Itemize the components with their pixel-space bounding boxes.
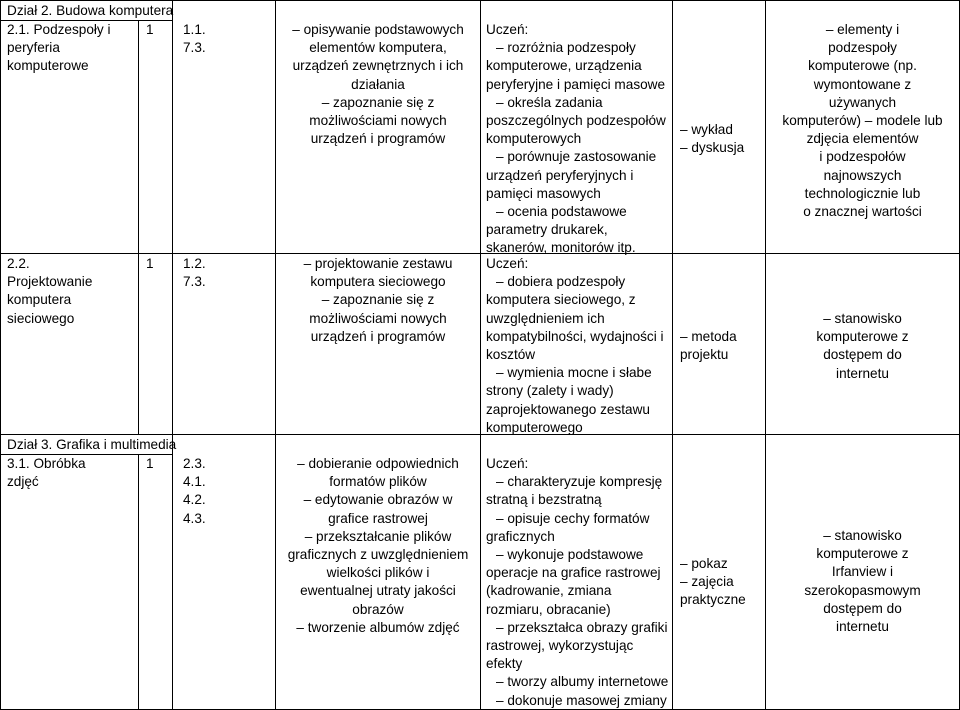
outcomes-line: – opisuje cechy formatów <box>496 510 650 526</box>
topic-line: 2.1. Podzespoły i <box>7 22 111 37</box>
resources-line: używanych <box>828 94 897 110</box>
outcomes-line: zaprojektowanego zestawu <box>486 401 650 417</box>
outcomes-line: rozmiaru, obracanie) <box>486 601 611 617</box>
methods-line: – dyskusja <box>680 140 745 156</box>
content-line: – zapoznanie się z <box>321 94 435 110</box>
methods-line: – wykład <box>680 122 733 137</box>
outcomes-line: graficznych <box>486 528 555 544</box>
outcomes-line: (kadrowanie, zmiana <box>486 583 612 599</box>
content-line: – projektowanie zestawu <box>303 256 453 271</box>
standard-ref: 4.2. <box>183 492 206 508</box>
content-line: grafice rastrowej <box>328 510 428 526</box>
methods-line: praktyczne <box>680 592 746 608</box>
topic-line: komputera <box>7 292 72 308</box>
resources-line: o znacznej wartości <box>803 204 922 220</box>
content-cell <box>276 255 480 346</box>
standard-ref: 4.1. <box>183 474 206 490</box>
methods-cell <box>680 121 744 157</box>
topic-cell <box>7 21 135 76</box>
outcomes-line: efekty <box>486 656 523 672</box>
outcomes-line: stratną i bezstratną <box>486 492 602 508</box>
outcomes-line: parametry drukarek, <box>486 222 608 238</box>
topic-cell <box>7 255 135 328</box>
rule-col2 <box>172 0 173 710</box>
resources-line: – stanowisko <box>823 311 902 326</box>
methods-line: – metoda <box>680 329 737 344</box>
content-line: urządzeń i programów <box>310 328 446 344</box>
topic-line: zdjęć <box>7 474 39 490</box>
content-line: – edytowanie obrazów w <box>303 492 453 508</box>
outcomes-cell <box>486 255 672 437</box>
standard-ref: 4.3. <box>183 510 206 526</box>
resources-line: komputerowe z <box>816 546 909 562</box>
outcomes-line: – dokonuje masowej zmiany <box>496 692 667 708</box>
content-line: – przekształcanie plików <box>304 528 452 544</box>
rule-col5 <box>672 0 673 710</box>
methods-line: projektu <box>680 347 729 363</box>
content-line: urządzeń i programów <box>310 131 446 147</box>
standards-cell <box>183 455 206 528</box>
rule-col1b <box>138 454 139 710</box>
outcomes-line: peryferyjne i pamięci masowe <box>486 76 666 92</box>
hours-cell: 1 <box>146 456 154 471</box>
resources-line: i podzespołów <box>819 149 906 165</box>
outcomes-line: – charakteryzuje kompresję <box>496 474 663 490</box>
outcomes-line: – przekształca obrazy grafiki <box>496 619 668 635</box>
topic-line: peryferia <box>7 40 60 56</box>
outcomes-line: Uczeń: <box>486 22 529 37</box>
resources-line: – stanowisko <box>823 528 902 543</box>
outcomes-line: – porównuje zastosowanie <box>496 149 657 165</box>
outcomes-line: – tworzy albumy internetowe <box>496 674 669 690</box>
outcomes-line: – dobiera podzespoły <box>496 274 626 290</box>
outcomes-line: – rozróżnia podzespoły <box>496 40 636 56</box>
outcomes-line: kompatybilności, wydajności i <box>486 328 664 344</box>
standards-cell <box>183 21 206 57</box>
outcomes-line: Uczeń: <box>486 256 529 271</box>
methods-line: – zajęcia <box>680 574 734 590</box>
outcomes-line: operacje na grafice rastrowej <box>486 565 661 581</box>
outcomes-line: komputerowego <box>486 419 583 435</box>
outcomes-line: – określa zadania <box>496 94 603 110</box>
topic-line: komputerowe <box>7 58 89 74</box>
hours-cell: 1 <box>146 22 154 37</box>
resources-line: – elementy i <box>825 22 900 37</box>
content-line: możliwościami nowych <box>309 113 447 129</box>
resources-line: internetu <box>836 365 889 381</box>
topic-line: 2.2. <box>7 256 30 271</box>
standard-ref: 2.3. <box>183 456 206 471</box>
outcomes-line: – ocenia podstawowe <box>496 204 627 220</box>
rule-left <box>0 0 1 710</box>
content-line: komputera sieciowego <box>310 274 446 290</box>
content-line: – opisywanie podstawowych <box>292 22 464 37</box>
standard-ref: 7.3. <box>183 274 206 290</box>
outcomes-line: skanerów, monitorów itp. <box>486 240 636 256</box>
standards-cell <box>183 255 206 291</box>
resources-cell <box>766 21 959 221</box>
outcomes-line: – wykonuje podstawowe <box>496 547 644 563</box>
resources-line: internetu <box>836 619 889 635</box>
outcomes-line: rastrowej, wykorzystując <box>486 638 634 654</box>
outcomes-cell <box>486 455 672 710</box>
content-line: – tworzenie albumów zdjęć <box>296 619 460 635</box>
methods-cell <box>680 555 746 610</box>
rule-col1 <box>138 20 139 434</box>
topic-cell <box>7 455 135 491</box>
outcomes-line: urządzeń peryferyjnych i <box>486 167 634 183</box>
resources-cell <box>766 527 959 636</box>
content-line: – dobieranie odpowiednich <box>297 456 459 471</box>
resources-line: komputerowe (np. <box>808 58 917 74</box>
outcomes-line: – wymienia mocne i słabe <box>496 365 652 381</box>
outcomes-cell <box>486 21 672 258</box>
outcomes-line: Uczeń: <box>486 456 529 471</box>
outcomes-line: pamięci masowych <box>486 185 601 201</box>
content-line: formatów plików <box>329 474 427 490</box>
outcomes-line: komputerowych <box>486 131 582 147</box>
resources-line: szerokopasmowym <box>804 582 921 598</box>
topic-line: Projektowanie <box>7 274 93 290</box>
outcomes-line: komputerowe, urządzenia <box>486 58 642 74</box>
methods-line: – pokaz <box>680 556 728 571</box>
standard-ref: 1.2. <box>183 256 206 271</box>
section-header-dzial3: Dział 3. Grafika i multimedia <box>7 437 177 452</box>
resources-cell <box>766 310 959 383</box>
content-line: działania <box>351 76 405 92</box>
resources-line: dostępem do <box>823 600 902 616</box>
resources-line: komputerów) – modele lub <box>782 113 943 129</box>
outcomes-line: strony (zalety i wady) <box>486 383 614 399</box>
topic-line: 3.1. Obróbka <box>7 456 86 471</box>
resources-line: zdjęcia elementów <box>806 131 919 147</box>
section-header-dzial2: Dział 2. Budowa komputera <box>7 3 174 18</box>
outcomes-line: kosztów <box>486 347 536 363</box>
content-line: elementów komputera, <box>309 40 447 56</box>
resources-line: Irfanview i <box>831 564 894 580</box>
content-line: wielkości plików i <box>326 565 430 581</box>
resources-line: wymontowane z <box>813 76 912 92</box>
topic-line: sieciowego <box>7 310 75 326</box>
content-line: graficznych z uwzględnieniem <box>287 547 469 563</box>
standard-ref: 7.3. <box>183 40 206 56</box>
content-line: obrazów <box>352 601 404 617</box>
outcomes-line: uwzględnieniem ich <box>486 310 605 326</box>
standard-ref: 1.1. <box>183 22 206 37</box>
hours-cell: 1 <box>146 256 154 271</box>
methods-cell <box>680 328 737 364</box>
content-cell <box>276 21 480 148</box>
content-line: możliwościami nowych <box>309 310 447 326</box>
resources-line: podzespoły <box>828 40 897 56</box>
resources-line: komputerowe z <box>816 329 909 345</box>
content-cell <box>276 455 480 637</box>
content-line: – zapoznanie się z <box>321 292 435 308</box>
outcomes-line: komputera sieciowego, z <box>486 292 636 308</box>
content-line: ewentualnej utraty jakości <box>300 583 456 599</box>
resources-line: najnowszych <box>823 167 902 183</box>
resources-line: technologicznie lub <box>804 185 921 201</box>
outcomes-line: poszczególnych podzespołów <box>486 113 666 129</box>
content-line: urządzeń zewnętrznych i ich <box>292 58 464 74</box>
rule-col4 <box>480 0 481 710</box>
resources-line: dostępem do <box>823 347 902 363</box>
